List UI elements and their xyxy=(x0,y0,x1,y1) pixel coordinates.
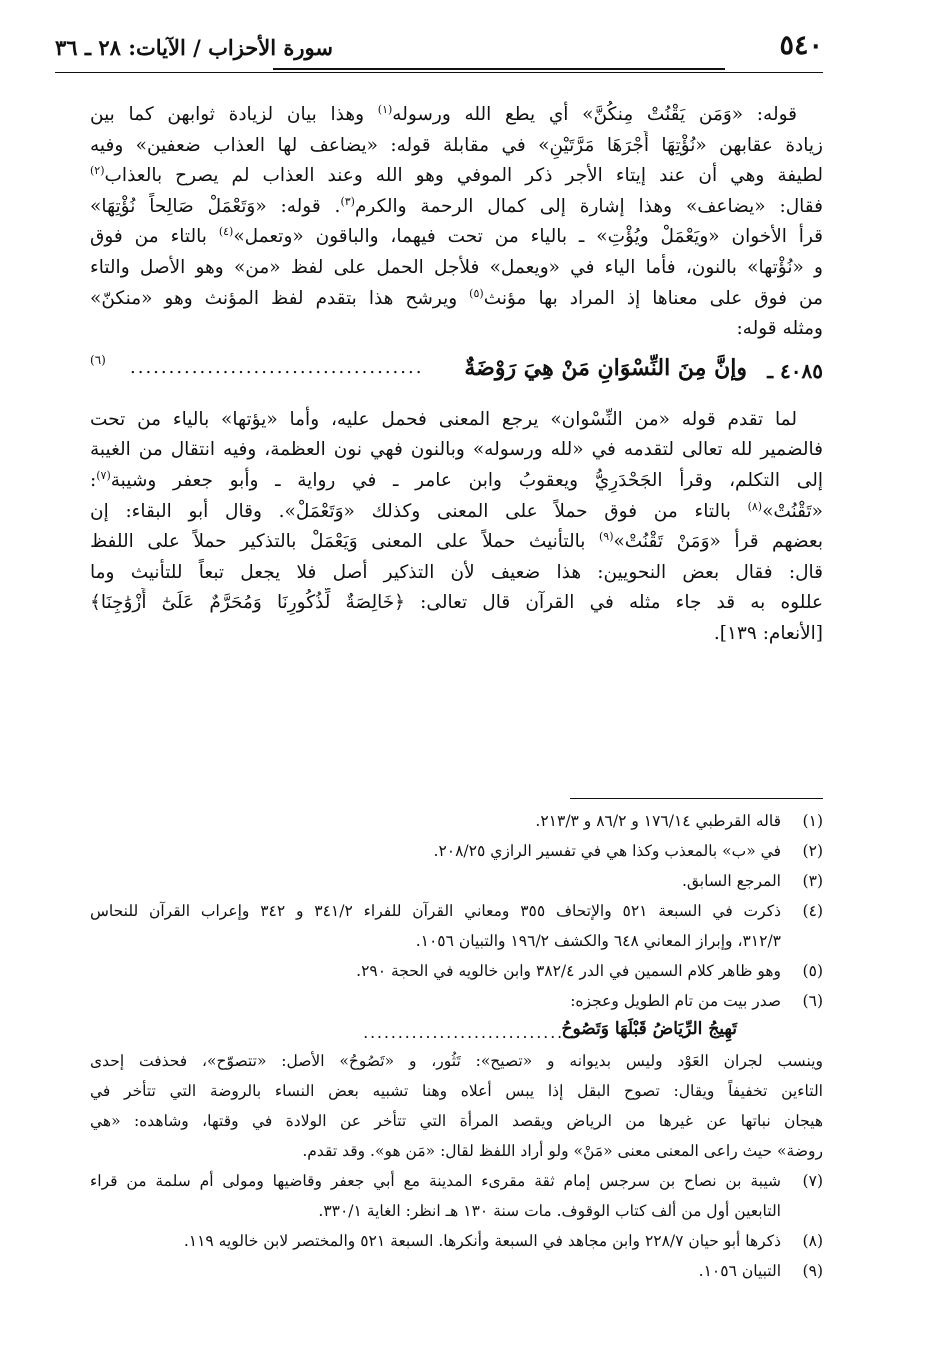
text-line: زيادة عقابهن «نُؤْتِهَا أَجْرَهَا مَرَّتَيْنِ» في مقابلة قوله: «يضاعف لها العذاب ضعفين» وفيه xyxy=(90,134,823,156)
footnotes xyxy=(90,806,823,1286)
footnote-ref: (١) xyxy=(377,102,393,116)
footnote-ref: (٢) xyxy=(90,164,105,178)
text-line: «تَقْنُتْ»$^{(٨)}$ بالتاء من فوق حملاً على المعنى وكذلك «وَتَعْمَلْ». وقال أبو البقاء: إن xyxy=(90,499,823,522)
verse-text: وإنَّ مِنَ النِّسْوَانِ مَنْ هِيَ رَوْضَةٌ xyxy=(464,354,747,381)
footnote-ref: (٧) xyxy=(96,468,111,482)
text-line: قال: فقال بعض النحويين: هذا ضعيف لأن التذكير أصل فلا يجعل تبعاً للتأنيث وما xyxy=(90,561,823,583)
text-line: لما تقدم قوله «من النِّسْوان» يرجع المعنى فحمل عليه، وأما «يؤتها» بالياء من تحت xyxy=(90,408,797,430)
text-line: و «نُؤْتها» بالنون، فأما الياء في «ويعمل» فلأجل الحمل على لفظ «من» وهو الأصل والتاء xyxy=(90,256,823,278)
footnote-2: (٢) في «ب» بالمعذب وكذا هي في تفسير الرازي ٢٠٨/٢٥. xyxy=(433,842,823,860)
header-rule xyxy=(273,68,725,70)
verse-number: ٤٠٨٥ ـ xyxy=(767,358,823,383)
running-title: سورة الأحزاب / الآيات: ٢٨ ـ ٣٦ xyxy=(55,35,333,60)
verse-4085 xyxy=(90,353,823,397)
footnote-ref: (٦) xyxy=(90,352,106,367)
footnote-9: (٩) التبيان ١٠٥٦. xyxy=(698,1262,823,1280)
header-underline xyxy=(55,72,823,73)
footnote-ref: (٩) xyxy=(598,529,614,543)
text-line: عللوه به قد جاء مثله في القرآن قال تعالى: ﴿خَالِصَةٌ لِّذُكُورِنَا وَمُحَرَّمٌ عَلَىٰٓ أَزْوَٰجِنَا﴾ xyxy=(90,592,823,614)
footnote-8: (٨) ذكرها أبو حيان ٢٢٨/٧ وابن مجاهد في السبعة وأنكرها. السبعة ٥٢١ والمختصر لابن خالويه ١١٩. xyxy=(183,1232,823,1250)
footnote-6-continued: وينسب لجران العَوْد وليس بديوانه و «تصيح»: تَثُور، و «تَصُوحُ» الأصل: «تتصوّح»، فحذفت إحدى التاءين تخفيفاً ويقال: تصوح البقل إذا يبس أعلاه وهنا تشبيه بعض النساء بالروضة التي تتأخر في هيجان نباتها عن غيرها من الرياض ويقصد المرأة التي تتأخر عن الولادة في وقتها، وشاهده: «هي روضة» حيث راعى المعنى معنى «مَنْ» ولو أراد اللفظ لقال: «مَن هو». وقد تقدم. xyxy=(90,1052,823,1160)
footnote-ref: (٣) xyxy=(340,194,355,208)
footnote-separator xyxy=(570,798,823,799)
footnote-5: (٥) وهو ظاهر كلام السمين في الدر ٣٨٢/٤ وابن خالويه في الحجة ٢٩٠. xyxy=(356,962,823,980)
text-line: فالضمير لله تعالى لتقدمه في «لله ورسوله» وبالنون فهي نون العظمة، وفيه انتقال من الغيبة xyxy=(90,439,823,461)
text-line: ومثله قوله: xyxy=(736,318,823,340)
text-line: قرأ الأخوان «ويَعْمَلْ ويُؤْتِ» ـ بالياء من تحت فيهما، والباقون «وتعمل»$^{(٤)}$ بالتاء من فوق xyxy=(90,225,823,248)
poem-dots: .............................. xyxy=(363,1024,571,1042)
paragraph-2 xyxy=(90,405,823,650)
text-line: لطيفة وهي أن عند إيتاء الأجر ذكر الموفي وهو الله وعند العذاب لم يصرح بالعذاب$^{(٢)}$ xyxy=(90,164,823,187)
footnote-1: (١) قاله القرطبي ١٧٦/١٤ و ٨٦/٢ و ٢١٣/٣. xyxy=(535,812,823,830)
text-line: قوله: «وَمَن يَقْنُتْ مِنكُنَّ» أي يطع الله ورسوله$^{(١)}$ وهذا بيان لزيادة ثوابهن كما بين xyxy=(90,102,797,125)
footnote-ref: (٥) xyxy=(469,286,484,300)
footnote-3: (٣) المرجع السابق. xyxy=(681,872,823,890)
footnote-ref: (٤) xyxy=(218,225,234,239)
footnote-4: (٤) ذكرت في السبعة ٥٢١ والإتحاف ٣٥٥ ومعاني القرآن للفراء ٣٤١/٢ و ٣٤٢ وإعراب القرآن للنحاس ٣١٢/٣، وإبراز المعاني ٦٤٨ والكشف ١٩٦/٢ والتبيان ١٠٥٦. xyxy=(90,902,823,950)
main-text xyxy=(90,100,823,650)
text-line: بعضهم قرأ «وَمَنْ تَقْنُتْ»$^{(٩)}$ بالتأنيث حملاً على المعنى وَيَعْمَلْ بالتذكير حملاً على اللفظ xyxy=(90,529,823,553)
footnote-7: (٧) شيبة بن نصاح بن سرجس إمام ثقة مقرىء المدينة مع أبي جعفر وقاضيها ومولى أم سلمة من قراء التابعين أول من ألف كتاب الوقوف. مات سنة ١٣٠ هـ انظر: الغاية ٣٣٠/١. xyxy=(90,1172,823,1220)
text-line: إلى التكلم، وقرأ الجَحْدَرِيُّ ويعقوبُ وابن عامر ـ في رواية ـ وأبو جعفر وشيبة$^{(٧)}$: xyxy=(90,468,823,491)
poem-text: تَهِيجُ الرِّيَاضُ قَبْلَهَا وَتَصُوحُ xyxy=(561,1019,737,1039)
verse-dots: ...................................... xyxy=(130,356,424,378)
text-line: من فوق على معناها إذ المراد بها مؤنث$^{(٥)}$ ويرشح هذا بتقدم لفظ المؤنث وهو «منكنّ» xyxy=(90,286,823,309)
page-header xyxy=(55,26,823,74)
page-number: ٥٤٠ xyxy=(779,30,823,61)
footnote-ref: (٨) xyxy=(747,499,763,513)
text-line: [الأنعام: ١٣٩]. xyxy=(713,622,823,644)
poem-hemistich xyxy=(90,1016,781,1046)
paragraph-1 xyxy=(90,100,823,345)
footnote-6: (٦) صدر بيت من تام الطويل وعجزه: xyxy=(570,992,823,1010)
text-line: فقال: «يضاعف» وهذا إشارة إلى كمال الرحمة والكرم$^{(٣)}$. قوله: «وَتَعْمَلْ صَالِحاً نُؤْتِهَا» xyxy=(90,194,823,217)
